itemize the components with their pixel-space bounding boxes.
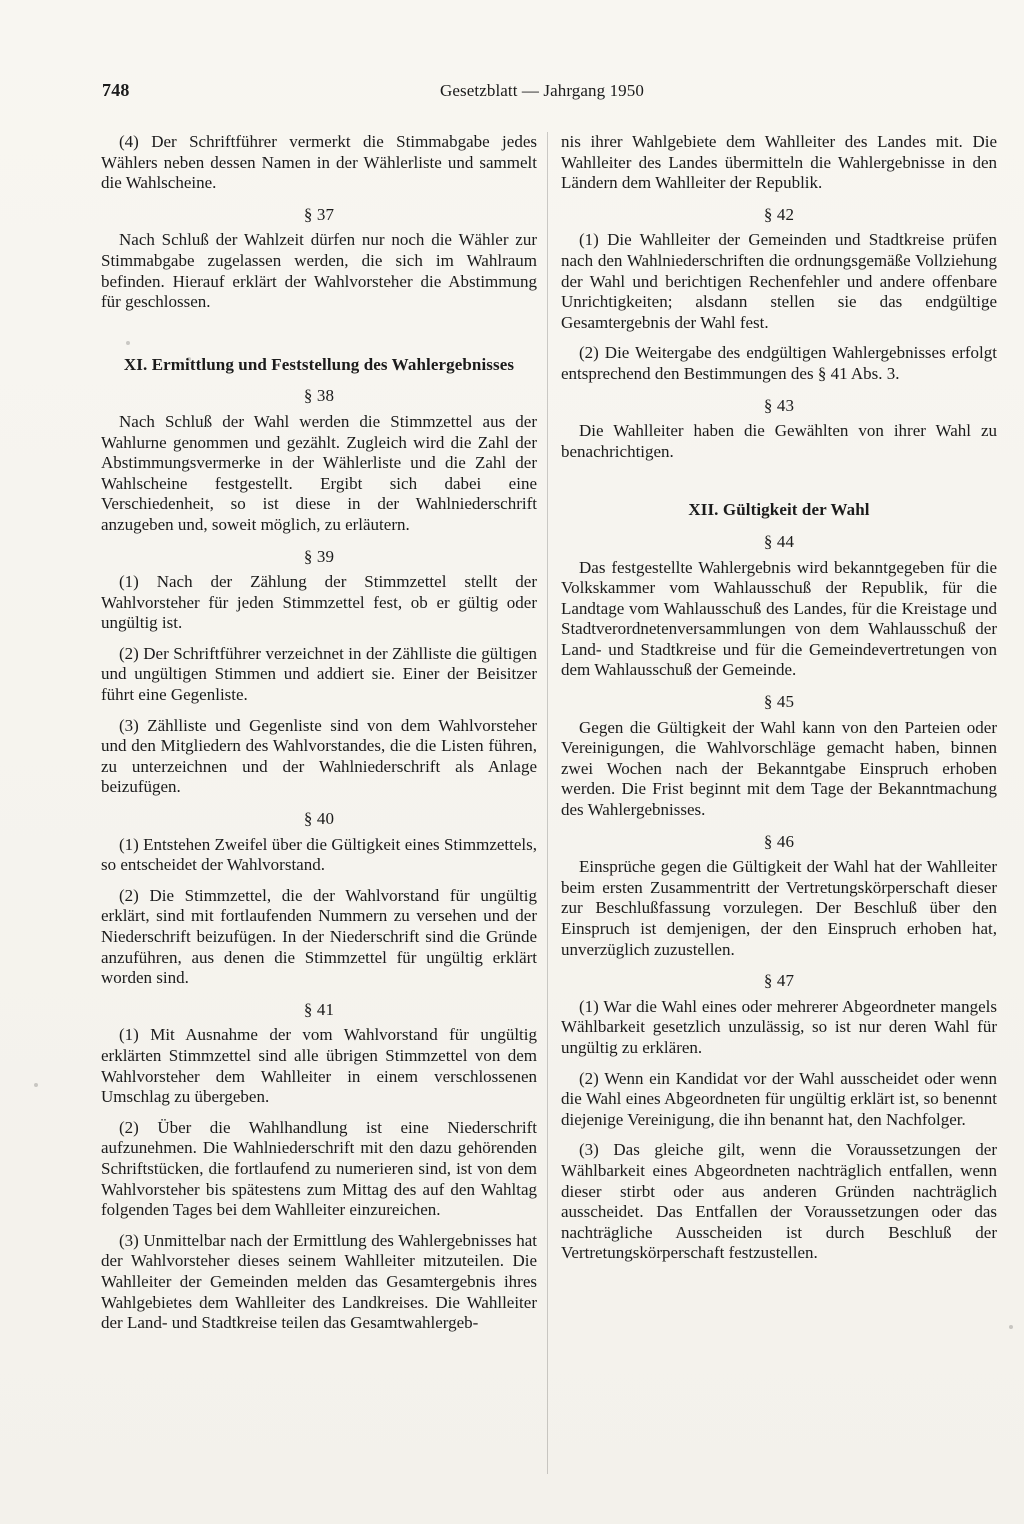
- section-44-heading: § 44: [763, 531, 795, 551]
- page-number: 748: [102, 80, 130, 100]
- section-39-paragraph-1: (1) Nach der Zählung der Stimmzettel stellt der Wahlvorsteher für jeden Stimmzettel fest, ob er gültig oder ungültig ist.: [101, 572, 537, 633]
- section-42-heading: § 42: [763, 204, 795, 224]
- section-40-paragraph-2: (2) Die Stimmzettel, die der Wahlvorstand für ungültig erklärt, sind mit fortlaufenden Nummern zu versehen und der Niederschrift beizufügen. In der Niederschrift sind die Gründe anzuführen, aus denen die Stimmzettel für ungültig erklärt worden sind.: [101, 885, 537, 988]
- chapter-xi-heading: XI. Ermittlung und Feststellung des Wahlergebnisses: [123, 354, 515, 374]
- section-47-paragraph-1: (1) War die Wahl eines oder mehrerer Abgeordneter mangels Wählbarkeit gesetzlich unzulässig, so ist nur deren Wahl für ungültig zu erklären.: [561, 996, 997, 1057]
- right-column: [561, 132, 997, 1264]
- left-column: [101, 132, 537, 1334]
- scan-speck: [34, 1083, 38, 1087]
- section-41-heading: § 41: [303, 999, 335, 1019]
- section-39-paragraph-2: (2) Der Schriftführer verzeichnet in der Zählliste die gültigen und ungültigen Stimmen und addiert sie. Einer der Beisitzer führt eine Gegenliste.: [101, 643, 537, 705]
- section-45-paragraph: Gegen die Gültigkeit der Wahl kann von den Parteien oder Vereinigungen, die Wahlvorschläge gemacht haben, binnen zwei Wochen nach der Bekanntgabe Einspruch erhoben werden. Die Frist beginnt mit dem Tage der Bekanntmachung des Wahlergebnisses.: [561, 717, 997, 820]
- section-39-heading: § 39: [303, 546, 335, 566]
- section-38-heading: § 38: [303, 386, 335, 406]
- section-46-heading: § 46: [763, 831, 795, 851]
- scan-speck: [1009, 1325, 1013, 1329]
- section-41-continuation: nis ihrer Wahlgebiete dem Wahlleiter des Landes mit. Die Wahlleiter des Landes übermitteln die Wahlergebnisse in den Ländern dem Wahlleiter der Republik.: [561, 132, 997, 193]
- section-37-heading: § 37: [303, 204, 335, 224]
- column-divider: [547, 132, 548, 1474]
- section-41-paragraph-3: (3) Unmittelbar nach der Ermittlung des Wahlergebnisses hat der Wahlvorsteher dieses seinem Wahlleiter mitzuteilen. Die Wahlleiter der Gemeinden melden das Gesamtergebnis ihres Wahlgebietes dem Wahlleiter des Landkreises. Die Wahlleiter der Land- und Stadtkreise teilen das Gesamtwahlergeb-: [101, 1230, 537, 1333]
- section-45-heading: § 45: [763, 692, 795, 712]
- section-40-paragraph-1: (1) Entstehen Zweifel über die Gültigkeit eines Stimmzettels, so entscheidet der Wahlvorstand.: [101, 834, 537, 875]
- section-42-paragraph-1: (1) Die Wahlleiter der Gemeinden und Stadtkreise prüfen nach den Wahlniederschriften die ordnungsgemäße Vollziehung der Wahl und berichtigen Rechenfehler und andere offenbare Unrichtigkeiten; alsdann stellen sie das endgültige Gesamtergebnis der Wahl fest.: [561, 230, 997, 332]
- section-47-heading: § 47: [763, 971, 795, 991]
- section-37-paragraph: Nach Schluß der Wahlzeit dürfen nur noch die Wähler zur Stimmabgabe zugelassen werden, die sich im Wahlraum befinden. Hierauf erklärt der Wahlvorsteher die Abstimmung für geschlossen.: [101, 230, 537, 312]
- section-38-paragraph: Nach Schluß der Wahl werden die Stimmzettel aus der Wahlurne genommen und gezählt. Zugleich wird die Zahl der Abstimmungsvermerke in der Wählerliste und die Zahl der Wahlscheine festgestellt. Ergibt sich dabei eine Verschiedenheit, so ist diese in der Wahlniederschrift anzugeben und, soweit möglich, zu erläutern.: [101, 411, 537, 534]
- scan-speck: [126, 341, 130, 345]
- section-42-paragraph-2: (2) Die Weitergabe des endgültigen Wahlergebnisses erfolgt entsprechend den Bestimmungen des § 41 Abs. 3.: [561, 343, 997, 383]
- section-41-paragraph-2: (2) Über die Wahlhandlung ist eine Niederschrift aufzunehmen. Die Wahlniederschrift mit den dazu gehörenden Schriftstücken, die fortlaufend zu numerieren sind, ist von dem Wahlvorsteher bis spätestens zum Mittag des auf den Wahltag folgenden Tages bei dem Wahlleiter einzureichen.: [101, 1117, 537, 1220]
- chapter-xii-heading: XII. Gültigkeit der Wahl: [688, 500, 870, 520]
- scan-speck: [187, 357, 191, 361]
- section-39-paragraph-3: (3) Zählliste und Gegenliste sind von dem Wahlvorsteher und den Mitgliedern des Wahlvorstandes, die die Listen führen, zu unterzeichnen und der Wahlniederschrift als Anlage beizufügen.: [101, 715, 537, 797]
- section-46-paragraph: Einsprüche gegen die Gültigkeit der Wahl hat der Wahlleiter beim ersten Zusammentritt der Vertretungskörperschaft dieser zur Beschlußfassung vorzulegen. Der Beschluß über den Einspruch ist demjenigen, der den Einspruch erhoben hat, unverzüglich zuzustellen.: [561, 857, 997, 959]
- section-40-heading: § 40: [303, 809, 335, 829]
- section-47-paragraph-2: (2) Wenn ein Kandidat vor der Wahl ausscheidet oder wenn die Wahl eines Abgeordneten für ungültig erklärt ist, so benennt diejenige Vereinigung, die ihn benannt hat, den Nachfolger.: [561, 1068, 997, 1129]
- section-41-paragraph-1: (1) Mit Ausnahme der vom Wahlvorstand für ungültig erklärten Stimmzettel sind alle übrigen Stimmzettel von dem Wahlvorsteher dem Wahlleiter in einem verschlossenen Umschlag zu übergeben.: [101, 1025, 537, 1107]
- section-43-heading: § 43: [763, 395, 795, 415]
- section-47-paragraph-3: (3) Das gleiche gilt, wenn die Voraussetzungen der Wählbarkeit eines Abgeordneten nachträglich entfallen, wenn dieser stirbt oder aus anderen Gründen nachträglich ausscheidet. Das Entfallen der Voraussetzungen oder das nachträgliche Ausscheiden ist durch Beschluß der Vertretungskörperschaft festzustellen.: [561, 1140, 997, 1263]
- paragraph-4-wahlscheine: (4) Der Schriftführer vermerkt die Stimmabgabe jedes Wählers neben dessen Namen in der Wählerliste und sammelt die Wahlscheine.: [101, 132, 537, 193]
- section-44-paragraph: Das festgestellte Wahlergebnis wird bekanntgegeben für die Volkskammer vom Wahlausschuß der Republik, für die Landtage vom Wahlausschuß des Landes, für die Kreistage und Stadtverordnetenversammlungen von dem Wahlausschuß der Land- und Stadtkreise und für die Gemeindevertretungen von dem Wahlausschuß der Gemeinde.: [561, 557, 997, 680]
- running-head: Gesetzblatt — Jahrgang 1950: [440, 81, 644, 100]
- section-43-paragraph: Die Wahlleiter haben die Gewählten von ihrer Wahl zu benachrichtigen.: [561, 421, 997, 461]
